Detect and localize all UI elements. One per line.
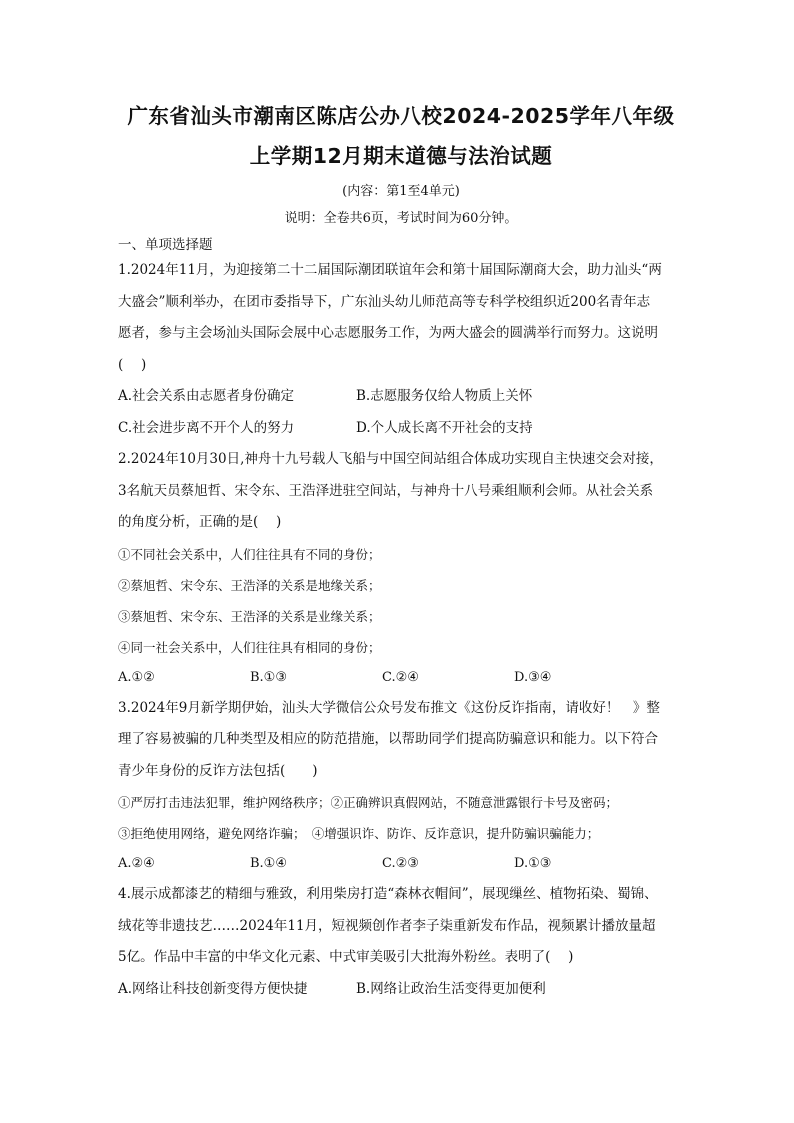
option-b: B.志愿服务仅给人物质上关怀	[356, 388, 533, 404]
option-a: A.②④	[118, 856, 155, 871]
question-4	[118, 879, 684, 1005]
question-stem-line: 青少年身份的反诈方法包括( )	[118, 762, 318, 779]
exam-page	[118, 98, 684, 1005]
exam-note: 说明：全卷共6页，考试时间为60分钟。	[284, 211, 518, 226]
exam-title-line1: 广东省汕头市潮南区陈店公办八校2024-2025学年八年级	[127, 104, 675, 128]
exam-title-line2: 上学期12月期末道德与法治试题	[249, 144, 553, 168]
option-a: A.①②	[118, 669, 155, 685]
question-stem-line: 3.2024年9月新学期伊始，汕头大学微信公众号发布推文《这份反诈指南，请收好！ 》整	[118, 699, 660, 716]
statement: ①严厉打击违法犯罪，维护网络秩序；②正确辨识真假网站，不随意泄露银行卡号及密码；	[118, 795, 619, 810]
question-stem-line: 3名航天员蔡旭哲、宋令东、王浩泽进驻空间站，与神舟十八号乘组顺利会师。从社会关系	[118, 482, 654, 499]
statement: ①不同社会关系中，人们往往具有不同的身份；	[118, 546, 381, 562]
option-c: C.②④	[382, 669, 419, 685]
option-b: B.网络让政治生活变得更加便利	[356, 980, 546, 997]
question-stem-line: 5亿。作品中丰富的中华文化元素、中式审美吸引大批海外粉丝。表明了( )	[118, 949, 574, 965]
exam-scope: (内容：第1至4单元)	[342, 184, 460, 199]
question-stem-line: 绒花等非遗技艺……2024年11月，短视频创作者李子柒重新发布作品，视频累计播放量超	[118, 917, 656, 934]
question-stem-line: 4.展示成都漆艺的精细与雅致，利用柴房打造“森林衣帽间”，展现缫丝、植物拓染、蜀锦、	[118, 886, 658, 902]
option-c: C.②③	[382, 856, 419, 871]
option-row	[118, 663, 684, 693]
option-row	[118, 974, 684, 1006]
question-3	[118, 693, 684, 880]
option-c: C.社会进步离不开个人的努力	[118, 419, 295, 436]
option-b: B.①③	[250, 669, 287, 685]
section-heading: 一、单项选择题	[118, 237, 213, 253]
question-stem-line: 1.2024年11月，为迎接第二十二届国际潮团联谊年会和第十届国际潮商大会，助力汕头“两	[118, 262, 662, 278]
question-stem-line: 理了容易被骗的几种类型及相应的防范措施，以帮助同学们提高防骗意识和能力。以下符合	[118, 731, 658, 747]
option-row	[118, 381, 684, 413]
question-2	[118, 444, 684, 693]
option-row	[118, 413, 684, 445]
option-b: B.①④	[250, 856, 287, 871]
statement: ②蔡旭哲、宋令东、王浩泽的关系是地缘关系；	[118, 577, 381, 593]
question-stem-line: 的角度分析，正确的是( )	[118, 514, 282, 530]
question-stem-line: 愿者，参与主会场汕头国际会展中心志愿服务工作，为两大盛会的圆满举行而努力。这说明	[118, 325, 658, 341]
statement: ③蔡旭哲、宋令东、王浩泽的关系是业缘关系；	[118, 608, 381, 624]
option-d: D.③④	[514, 669, 552, 685]
statement: ④同一社会关系中，人们往往具有相同的身份；	[118, 639, 381, 655]
statement: ③拒绝使用网络，避免网络诈骗； ④增强识诈、防诈、反诈意识，提升防骗识骗能力；	[118, 826, 600, 841]
question-stem-line: ( )	[118, 356, 147, 373]
option-d: D.①③	[514, 856, 552, 871]
option-a: A.社会关系由志愿者身份确定	[118, 388, 295, 404]
option-row	[118, 849, 684, 879]
option-d: D.个人成长离不开社会的支持	[356, 419, 533, 436]
option-a: A.网络让科技创新变得方便快捷	[118, 980, 308, 997]
question-stem-line: 2.2024年10月30日,神舟十九号载人飞船与中国空间站组合体成功实现自主快速交会对接，	[118, 451, 663, 467]
question-stem-line: 大盛会”顺利举办，在团市委指导下，广东汕头幼儿师范高等专科学校组织近200名青年志	[118, 293, 651, 310]
question-1	[118, 255, 684, 444]
